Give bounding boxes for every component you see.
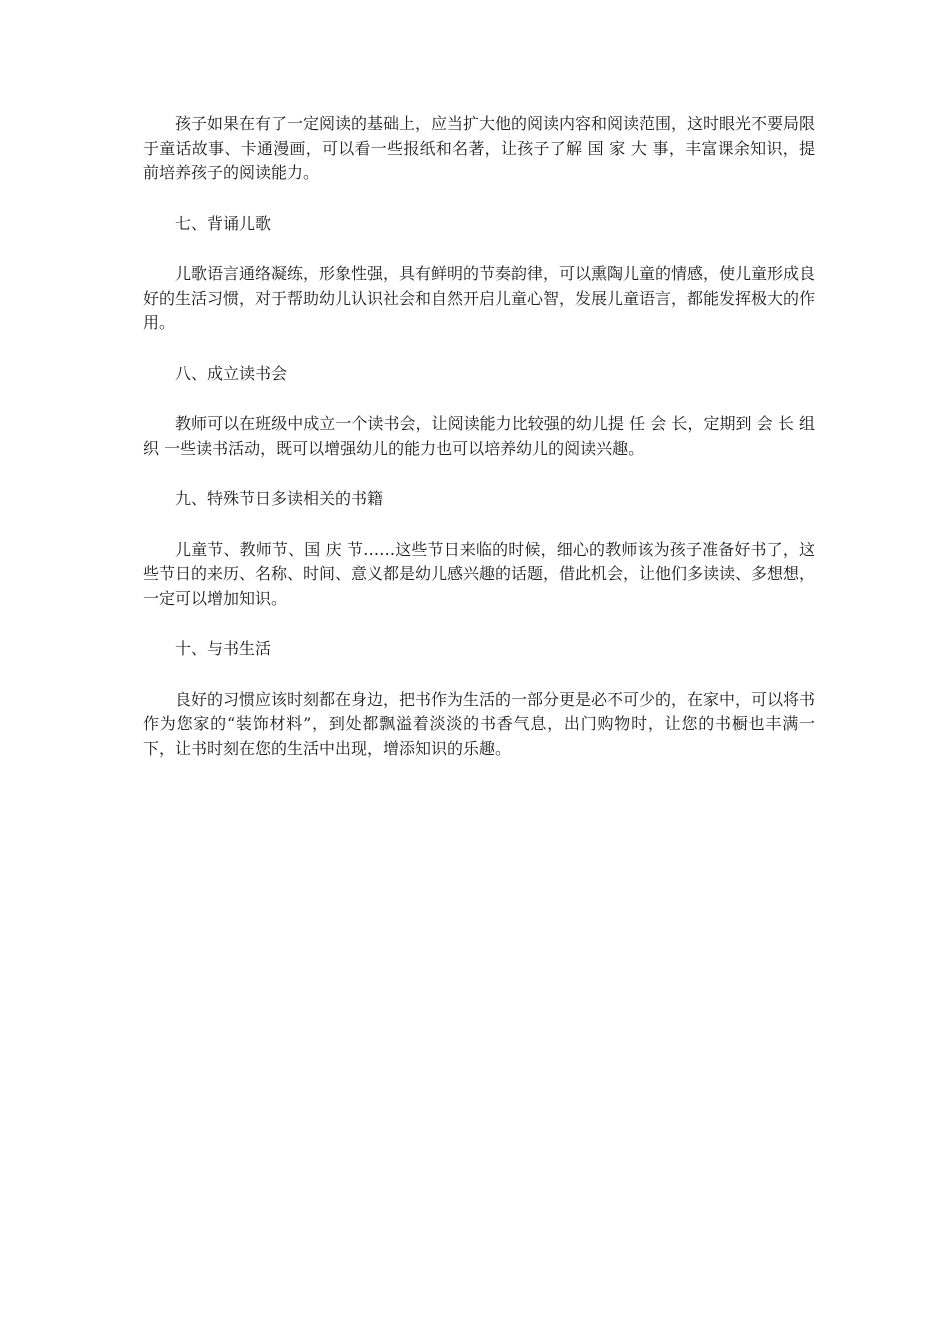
spacer [143,336,815,362]
heading-live-with-books: 十、与书生活 [175,639,272,658]
spacer [143,662,815,688]
heading-reading-club: 八、成立读书会 [175,363,288,383]
spacer [143,611,815,637]
paragraph-holiday-books: 儿童节、教师节、国 庆 节……这些节日来临的时候，细心的教师该为孩子准备好书了，这些节日的来历、名称、时间、意义都是幼儿感兴趣的话题，借此机会，让他们多读读、多想想，一定可以增加知识。 [143,539,816,608]
heading-holiday-books: 九、特殊节日多读相关的书籍 [175,489,384,508]
spacer [143,186,815,212]
spacer [143,461,815,487]
document-page [143,112,815,761]
paragraph-reading-club: 教师可以在班级中成立一个读书会，让阅读能力比较强的幼儿提 任 会 长，定期到 会 长 组 织 一些读书活动，既可以增强幼儿的能力也可以培养幼儿的阅读兴趣。 [143,414,815,458]
heading-recite-nursery-rhymes: 七、背诵儿歌 [175,213,272,233]
paragraph-reading-scope: 孩子如果在有了一定阅读的基础上，应当扩大他的阅读内容和阅读范围，这时眼光不要局限于童话故事、卡通漫画，可以看一些报纸和名著，让孩子了解 国 家 大 事，丰富课余知识，提前培养孩子的阅读能力。 [143,114,816,182]
paragraph-nursery-rhymes: 儿歌语言通络凝练，形象性强，具有鲜明的节奏韵律，可以熏陶儿童的情感，使儿童形成良好的生活习惯，对于帮助幼儿认识社会和自然开启儿童心智，发展儿童语言，都能发挥极大的作用。 [143,264,816,332]
spacer [143,512,815,538]
spacer [143,386,815,412]
spacer [143,236,815,262]
paragraph-live-with-books: 良好的习惯应该时刻都在身边，把书作为生活的一部分更是必不可少的，在家中，可以将书作为您家的“装饰材料”，到处都飘溢着淡淡的书香气息，出门购物时，让您的书橱也丰满一下，让书时刻在您的生活中出现，增添知识的乐趣。 [143,689,816,758]
